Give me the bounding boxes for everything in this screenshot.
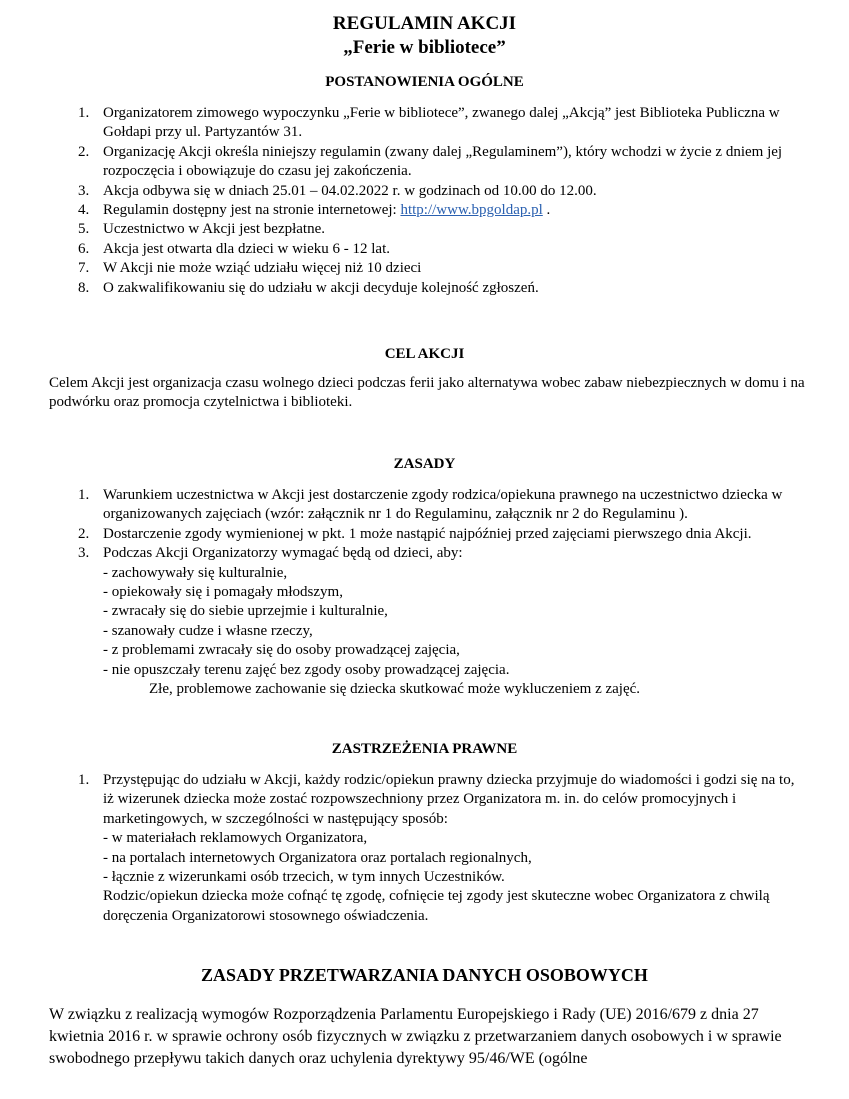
list-text: Przystępując do udziału w Akcji, każdy rodzic/opiekun prawny dziecka przyjmuje do wiadomości i godzi się na to, iż wizerunek dziecka może zostać rozpowszechniony przez Organizatora m. in. do celów promocyjnych i marketingowych, w szczególności w następujący sposób:: [103, 772, 795, 827]
rules-note: Złe, problemowe zachowanie się dziecka skutkować może wykluczeniem z zajęć.: [149, 681, 641, 698]
list-item: [0, 201, 849, 220]
list-text: W Akcji nie może wziąć udziału więcej niż 10 dzieci: [103, 260, 422, 277]
rules-subitem: - zachowywały się kulturalnie,: [103, 564, 288, 581]
legal-subitem: - na portalach internetowych Organizatora oraz portalach regionalnych,: [103, 849, 532, 866]
list-item: [0, 240, 849, 259]
list-text: Regulamin dostępny jest na stronie internetowej:: [103, 202, 401, 219]
legal-list: [0, 771, 849, 926]
document-subtitle: „Ferie w bibliotece”: [343, 37, 506, 58]
list-number: 7.: [78, 260, 90, 277]
list-text: Akcja jest otwarta dla dzieci w wieku 6 - 12 lat.: [103, 240, 390, 257]
data-processing-paragraph: W związku z realizacją wymogów Rozporządzenia Parlamentu Europejskiego i Rady (UE) 2016/679 z dnia 27 kwietnia 2016 r. w sprawie ochrony osób fizycznych w związku z przetwarzaniem danych osobowych i w sprawie swobodnego przepływu takich danych oraz uchylenia dyrektywy 95/46/WE (ogólne: [49, 1006, 782, 1067]
list-item: [0, 279, 849, 298]
list-item: [0, 182, 849, 201]
list-text: Dostarczenie zgody wymienionej w pkt. 1 może nastąpić najpóźniej przed zajęciami pierwszego dnia Akcji.: [103, 525, 752, 542]
legal-subitem: - łącznie z wizerunkami osób trzecich, w tym innych Uczestników.: [103, 869, 505, 886]
list-item: [0, 104, 849, 143]
document-title: REGULAMIN AKCJI: [332, 13, 517, 34]
rules-subitem: - zwracały się do siebie uprzejmie i kulturalnie,: [103, 603, 388, 620]
section-heading-rules: ZASADY: [393, 456, 456, 472]
list-number: 3.: [78, 182, 90, 199]
list-item: [0, 143, 849, 182]
general-list: [0, 104, 849, 298]
section-heading-goal: CEL AKCJI: [384, 346, 465, 362]
list-number: 2.: [78, 525, 90, 542]
section-heading-data-processing: ZASADY PRZETWARZANIA DANYCH OSOBOWYCH: [201, 965, 648, 985]
list-number: 1.: [78, 487, 90, 503]
list-number: 2.: [78, 143, 90, 160]
list-item: [0, 486, 849, 525]
list-number: 6.: [78, 240, 90, 257]
list-number: 8.: [78, 279, 90, 296]
website-link[interactable]: http://www.bpgoldap.pl: [400, 202, 543, 219]
list-text: Organizację Akcji określa niniejszy regulamin (zwany dalej „Regulaminem”), który wchodzi w życie z dniem jej rozpoczęcia i obowiązuje do czasu jej zakończenia.: [103, 143, 783, 180]
legal-closing: Rodzic/opiekun dziecka może cofnąć tę zgodę, cofnięcie tej zgody jest skuteczne wobec Organizatora z chwilą doręczenia Organizatorowi stosownego oświadczenia.: [103, 888, 770, 924]
list-text: Podczas Akcji Organizatorzy wymagać będą od dzieci, aby:: [103, 545, 463, 562]
list-text: Uczestnictwo w Akcji jest bezpłatne.: [103, 221, 326, 238]
list-text: Warunkiem uczestnictwa w Akcji jest dostarczenie zgody rodzica/opiekuna prawnego na uczestnictwo dziecka w organizowanych zajęciach (wzór: załącznik nr 1 do Regulaminu, załącznik nr 2 do Regulaminu ).: [103, 487, 783, 523]
list-item: [0, 259, 849, 278]
list-text: Organizatorem zimowego wypoczynku „Ferie w bibliotece”, zwanego dalej „Akcją” jest Biblioteka Publiczna w Gołdapi przy ul. Partyzantów 31.: [103, 105, 780, 141]
list-item: [0, 525, 849, 544]
rules-subitem: - szanowały cudze i własne rzeczy,: [103, 622, 313, 639]
list-number: 4.: [78, 202, 90, 219]
rules-subitem: - nie opuszczały terenu zajęć bez zgody osoby prowadzącej zajęcia.: [103, 661, 510, 678]
list-item: [0, 544, 849, 699]
rules-list: [0, 486, 849, 699]
list-text-after: .: [542, 202, 551, 219]
list-number: 1.: [78, 772, 90, 788]
list-text: O zakwalifikowaniu się do udziału w akcji decyduje kolejność zgłoszeń.: [103, 279, 539, 296]
list-text-with-link: [103, 201, 799, 220]
list-text: Akcja odbywa się w dniach 25.01 – 04.02.2022 r. w godzinach od 10.00 do 12.00.: [103, 182, 597, 199]
list-number: 1.: [78, 105, 90, 121]
list-item: [0, 220, 849, 239]
rules-subitem: - opiekowały się i pomagały młodszym,: [103, 584, 343, 601]
goal-paragraph: Celem Akcji jest organizacja czasu wolnego dzieci podczas ferii jako alternatywa wobec zabaw niebezpiecznych w domu i na podwórku oraz promocja czytelnictwa i biblioteki.: [49, 375, 805, 411]
section-heading-legal: ZASTRZEŻENIA PRAWNE: [331, 741, 518, 757]
rules-subitem: - z problemami zwracały się do osoby prowadzącej zajęcia,: [103, 642, 460, 659]
legal-subitem: - w materiałach reklamowych Organizatora,: [103, 830, 368, 847]
list-number: 5.: [78, 221, 90, 238]
section-heading-general: POSTANOWIENIA OGÓLNE: [325, 74, 524, 90]
list-number: 3.: [78, 545, 90, 562]
list-item: [0, 771, 849, 926]
